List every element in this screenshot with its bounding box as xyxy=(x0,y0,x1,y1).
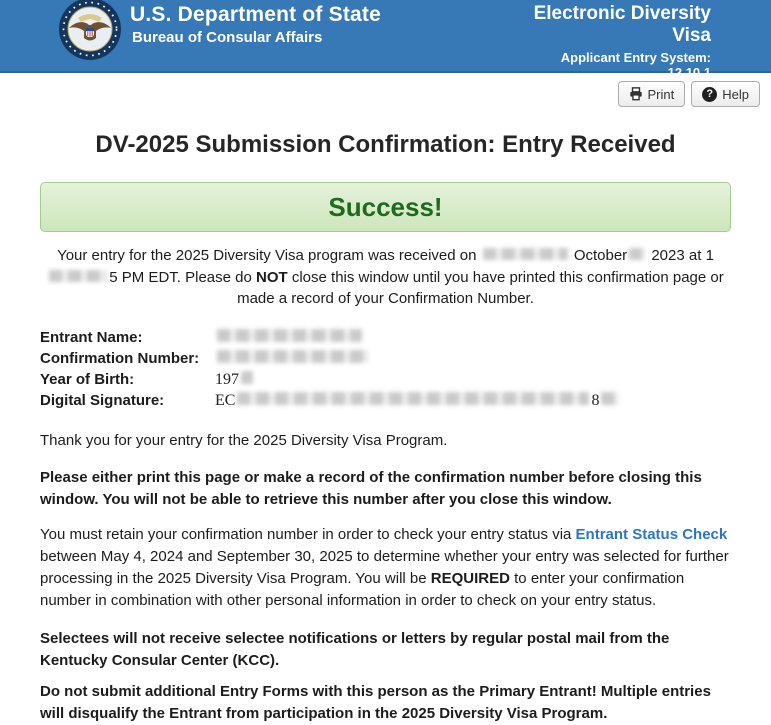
printer-icon xyxy=(629,87,643,101)
app-title xyxy=(534,3,711,47)
bureau-subtitle: Bureau of Consular Affairs xyxy=(132,29,323,46)
app-version: 12.10.1 xyxy=(667,65,711,80)
redacted-time xyxy=(49,270,107,282)
field-row-entrant-name xyxy=(40,327,731,348)
status-text: You must retain your confirmation number in order to check your entry status via xyxy=(40,525,572,543)
time-suffix: 5 xyxy=(109,268,118,286)
intro-not-emphasis: NOT xyxy=(256,268,288,286)
redacted-day xyxy=(483,248,568,260)
field-label: Entrant Name: xyxy=(40,328,143,346)
field-value xyxy=(215,327,364,348)
print-button[interactable] xyxy=(618,81,686,107)
intro-year-at: 2023 at xyxy=(651,247,702,264)
entrant-status-check-link[interactable]: Entrant Status Check xyxy=(575,525,728,543)
field-label: Year of Birth: xyxy=(40,370,135,388)
required-emphasis: REQUIRED xyxy=(430,569,510,587)
agency-title: U.S. Department of State xyxy=(130,3,382,26)
field-value: EC 8 xyxy=(215,390,621,411)
status-text: to enter your confirmation number in combination with other personal information in order to check on your entry status. xyxy=(40,569,685,609)
no-multiple-entries-paragraph: Do not submit additional Entry Forms with this person as the Primary Entrant! Multiple entries will disqualify the Entrant from participation in the 2025 Diversity Visa Program. xyxy=(40,682,711,722)
print-warning-paragraph: Please either print this page or make a record of the confirmation number before closing this window. You will not be able to retrieve this number after you close this window. xyxy=(40,468,702,508)
field-label: Digital Signature: xyxy=(40,391,165,409)
print-button-label: Print xyxy=(647,86,675,102)
intro-month: October xyxy=(573,247,628,264)
intro-text: close this window until you have printed this confirmation page or made a record of your Confirmation Number. xyxy=(237,268,724,307)
redacted-signature xyxy=(237,392,589,405)
field-row-digital-signature xyxy=(40,390,731,411)
field-value xyxy=(215,348,371,369)
status-check-paragraph xyxy=(40,524,731,612)
success-banner xyxy=(40,182,731,232)
app-title-line2: Visa xyxy=(672,25,711,46)
intro-paragraph xyxy=(40,245,731,310)
redacted-day-number xyxy=(629,248,645,260)
help-button-label: Help xyxy=(722,86,749,102)
field-row-confirmation-number xyxy=(40,348,731,369)
status-text: between May 4, 2024 and September 30, 2025 to determine whether your entry was selected for further processing in the 2025 Diversity Visa Program. You will be xyxy=(40,547,729,587)
field-label: Confirmation Number: xyxy=(40,349,200,367)
redacted-confirmation-number xyxy=(217,350,369,363)
confirmation-fields xyxy=(40,327,731,411)
redacted-signature-tail xyxy=(601,392,619,405)
header xyxy=(0,0,771,80)
app-title-line1: Electronic Diversity xyxy=(533,3,711,24)
page-title: DV-2025 Submission Confirmation: Entry Received xyxy=(95,131,676,158)
app-subtitle: Applicant Entry System: xyxy=(560,50,711,65)
intro-text: PM EDT. Please do xyxy=(121,268,252,286)
thank-you-paragraph: Thank you for your entry for the 2025 Diversity Visa Program. xyxy=(40,431,448,449)
field-value: 197 xyxy=(215,369,255,390)
field-row-year-of-birth xyxy=(40,369,731,390)
us-great-seal-icon xyxy=(58,0,122,61)
intro-text: Your entry for the 2025 Diversity Visa program was received on xyxy=(57,247,477,264)
help-button[interactable] xyxy=(691,81,760,107)
selectees-paragraph: Selectees will not receive selectee notifications or letters by regular postal mail from the Kentucky Consular Center (KCC). xyxy=(40,629,670,669)
question-circle-icon: ? xyxy=(702,87,717,102)
redacted-birth-year-digit xyxy=(241,371,253,384)
redacted-entrant-name xyxy=(217,329,362,342)
time-prefix: 1 xyxy=(705,247,714,264)
success-banner-text: Success! xyxy=(328,192,443,222)
